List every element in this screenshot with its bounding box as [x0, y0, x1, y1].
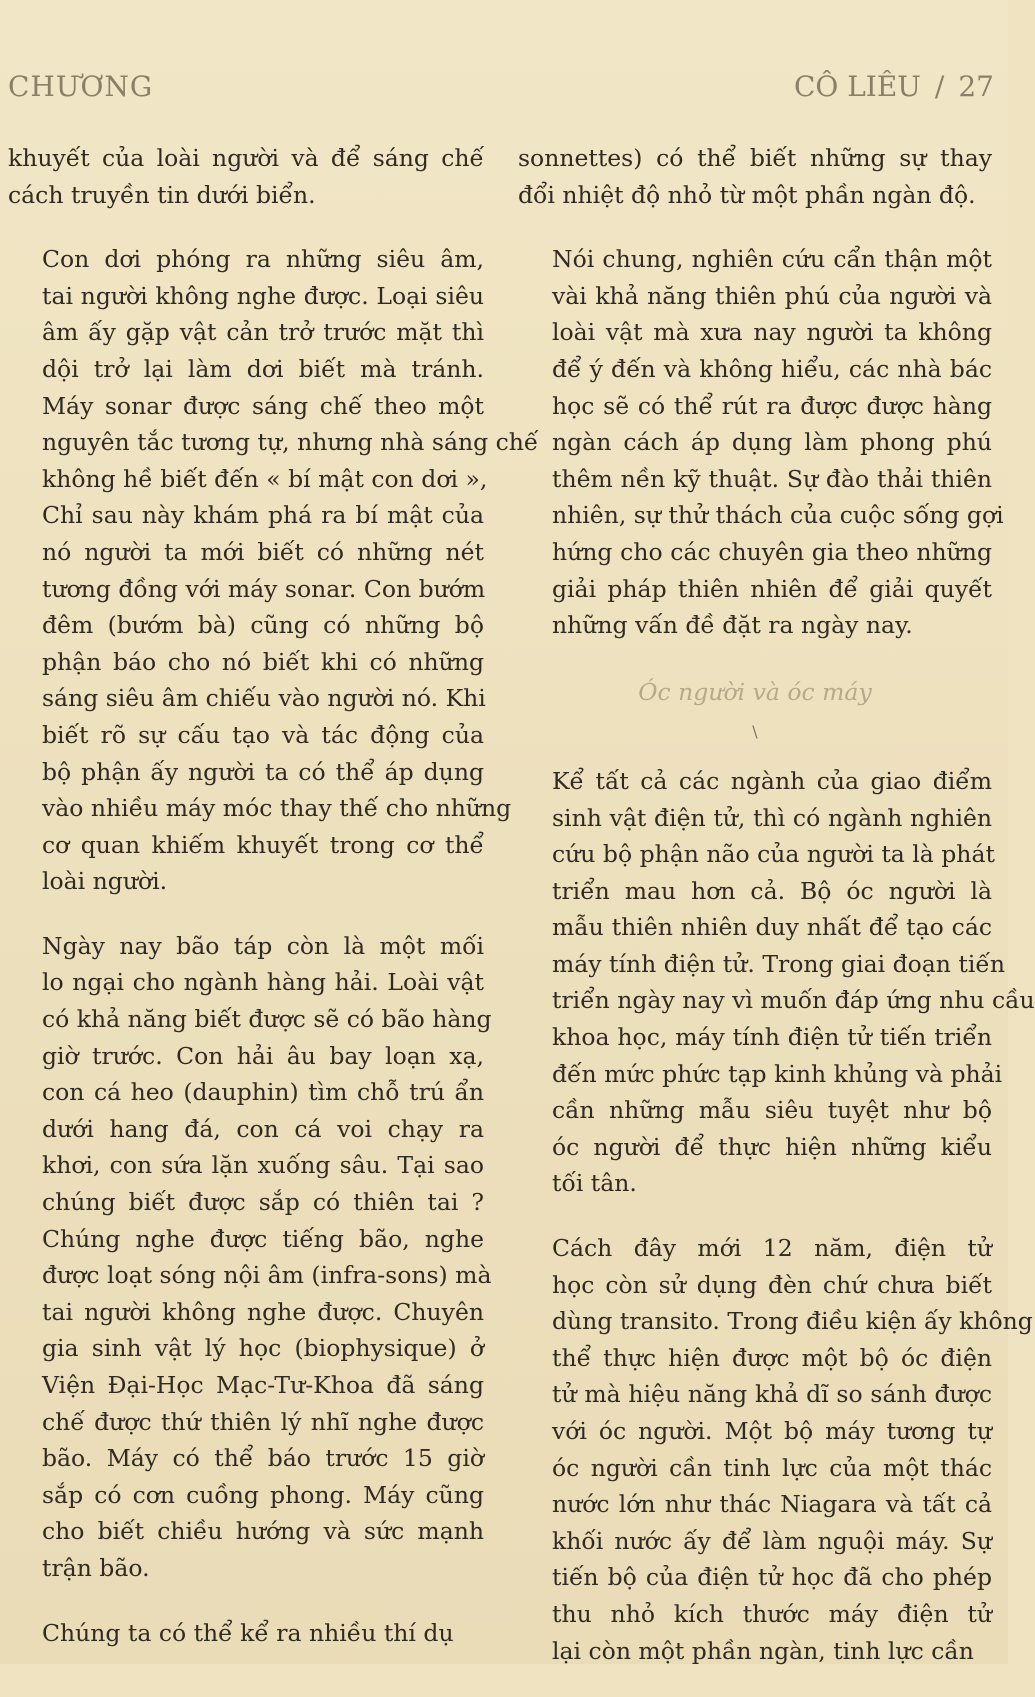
running-title: CÔ LIÊU	[793, 70, 921, 103]
text-line: cho biết chiều hướng và sức mạnh	[42, 1517, 484, 1546]
text-line: cứu bộ phận não của người ta là phát	[552, 840, 995, 869]
text-line: giờ trước. Con hải âu bay loạn xạ,	[42, 1041, 484, 1070]
running-header-right	[794, 70, 994, 103]
text-line: óc người cần tinh lực của một thác	[552, 1453, 992, 1482]
paragraph	[518, 140, 992, 213]
text-line: thu nhỏ kích thước máy điện tử	[552, 1599, 992, 1628]
text-line: sáng siêu âm chiếu vào người nó. Khi	[42, 684, 486, 713]
text-line: được loạt sóng nội âm (infra-sons) mà	[42, 1261, 492, 1290]
text-line: nước lớn như thác Niagara và tất cả	[552, 1490, 992, 1519]
text-line: nó người ta mới biết có những nét	[42, 537, 484, 566]
section-mark: \	[752, 722, 758, 742]
text-line: tai người không nghe được. Chuyên	[42, 1297, 484, 1326]
paragraph	[8, 928, 492, 1587]
text-line: vài khả năng thiên phú của người và	[552, 281, 992, 310]
text-line: để ý đến và không hiểu, các nhà bác	[552, 354, 992, 383]
text-line: biết rõ sự cấu tạo và tác động của	[42, 720, 484, 749]
text-line: học sẽ có thể rút ra được được hàng	[552, 391, 992, 420]
paragraph	[8, 1615, 484, 1652]
text-line: khuyết của loài người và để sáng chế	[8, 144, 484, 172]
text-line: óc người để thực hiện những kiểu	[552, 1132, 992, 1161]
text-line: đổi nhiệt độ nhỏ từ một phần ngàn độ.	[518, 180, 976, 209]
text-line: mẫu thiên nhiên duy nhất để tạo các	[552, 913, 992, 942]
text-line: khoa học, máy tính điện tử tiến triển	[552, 1023, 992, 1052]
text-line: chế được thứ thiên lý nhĩ nghe được	[42, 1407, 484, 1436]
text-line: Chúng nghe được tiếng bão, nghe	[42, 1224, 484, 1253]
text-line: tối tân.	[552, 1169, 637, 1198]
text-line: chúng biết được sắp có thiên tai ?	[42, 1188, 484, 1217]
text-line: cần những mẫu siêu tuyệt như bộ	[552, 1096, 992, 1125]
text-line: Chúng ta có thể kể ra nhiều thí dụ	[42, 1618, 454, 1647]
text-line: Chỉ sau này khám phá ra bí mật của	[42, 501, 484, 530]
text-line: cơ quan khiếm khuyết trong cơ thể	[42, 830, 484, 859]
text-line: lại còn một phần ngàn, tinh lực cần	[552, 1636, 974, 1665]
paragraph	[8, 140, 484, 213]
text-line: khối nước ấy để làm nguội máy. Sự	[552, 1526, 992, 1555]
text-line: con cá heo (dauphin) tìm chỗ trú ẩn	[42, 1078, 484, 1107]
text-line: hứng cho các chuyên gia theo những	[552, 537, 992, 566]
text-line: loài người.	[42, 867, 168, 896]
text-line: dùng transito. Trong điều kiện ấy không	[552, 1307, 1033, 1336]
text-line: không hề biết đến « bí mật con dơi »,	[42, 464, 488, 493]
text-line: Kể tất cả các ngành của giao điểm	[552, 766, 992, 795]
paragraph	[8, 241, 539, 900]
text-line: nhiên, sự thử thách của cuộc sống gợi	[552, 501, 1004, 530]
text-line: vào nhiều máy móc thay thế cho những	[42, 794, 512, 823]
text-line: máy tính điện tử. Trong giai đoạn tiến	[552, 949, 1005, 978]
text-line: tiến bộ của điện tử học đã cho phép	[552, 1563, 992, 1592]
text-line: ngàn cách áp dụng làm phong phú	[552, 428, 992, 457]
text-line: thêm nền kỹ thuật. Sự đào thải thiên	[552, 464, 992, 493]
text-line: âm ấy gặp vật cản trở trước mặt thì	[42, 318, 484, 347]
text-line: Cách đây mới 12 năm, điện tử	[552, 1234, 992, 1263]
text-line: giải pháp thiên nhiên để giải quyết	[552, 574, 992, 603]
left-column	[8, 140, 539, 1679]
header-separator: /	[934, 70, 945, 103]
paragraph	[518, 1230, 1033, 1669]
text-line: đến mức phức tạp kinh khủng và phải	[552, 1059, 1003, 1088]
text-line: gia sinh vật lý học (biophysique) ở	[42, 1334, 484, 1363]
text-line: bão. Máy có thể báo trước 15 giờ	[42, 1444, 484, 1473]
text-line: đêm (bướm bà) cũng có những bộ	[42, 611, 484, 640]
text-line: tử mà hiệu năng khả dĩ so sánh được	[552, 1380, 992, 1409]
text-line: Ngày nay bão táp còn là một mối	[42, 931, 484, 960]
text-line: lo ngại cho ngành hàng hải. Loài vật	[42, 968, 484, 997]
running-header-left: CHƯƠNG	[8, 70, 154, 103]
right-column	[518, 140, 1035, 1697]
paragraph	[518, 241, 1004, 644]
text-line: thể thực hiện được một bộ óc điện	[552, 1343, 992, 1372]
text-line: tương đồng với máy sonar. Con bướm	[42, 574, 486, 603]
text-line: sonnettes) có thể biết những sự thay	[518, 144, 992, 172]
text-line: cách truyền tin dưới biển.	[8, 180, 316, 209]
section-title: Óc người và óc máy	[638, 677, 872, 706]
text-line: phận báo cho nó biết khi có những	[42, 647, 484, 676]
text-line: Máy sonar được sáng chế theo một	[42, 391, 484, 420]
page-number: 27	[958, 70, 994, 103]
text-line: Con dơi phóng ra những siêu âm,	[42, 245, 484, 274]
text-line: Viện Đại-Học Mạc-Tư-Khoa đã sáng	[42, 1371, 484, 1399]
text-line: sinh vật điện tử, thì có ngành nghiên	[552, 803, 992, 832]
text-line: tai người không nghe được. Loại siêu	[42, 281, 484, 310]
text-line: có khả năng biết được sẽ có bão hàng	[42, 1005, 492, 1034]
text-line: sắp có cơn cuồng phong. Máy cũng	[42, 1480, 484, 1509]
text-line: loài vật mà xưa nay người ta không	[552, 318, 992, 347]
text-line: Nói chung, nghiên cứu cẩn thận một	[552, 245, 992, 274]
text-line: những vấn đề đặt ra ngày nay.	[552, 611, 913, 640]
text-line: nguyên tắc tương tự, nhưng nhà sáng chế	[42, 428, 539, 457]
text-line: bộ phận ấy người ta có thể áp dụng	[42, 757, 484, 786]
paragraph	[518, 763, 1035, 1202]
text-line: với óc người. Một bộ máy tương tự	[552, 1417, 992, 1445]
text-line: dội trở lại làm dơi biết mà tránh.	[42, 354, 484, 383]
text-line: khơi, con sứa lặn xuống sâu. Tại sao	[42, 1151, 484, 1180]
text-line: triển ngày nay vì muốn đáp ứng nhu cầu	[552, 986, 1035, 1015]
text-line: dưới hang đá, con cá voi chạy ra	[42, 1114, 484, 1143]
text-line: trận bão.	[42, 1553, 150, 1582]
text-line: học còn sử dụng đèn chứ chưa biết	[552, 1270, 992, 1299]
text-line: triển mau hơn cả. Bộ óc người là	[552, 876, 992, 905]
